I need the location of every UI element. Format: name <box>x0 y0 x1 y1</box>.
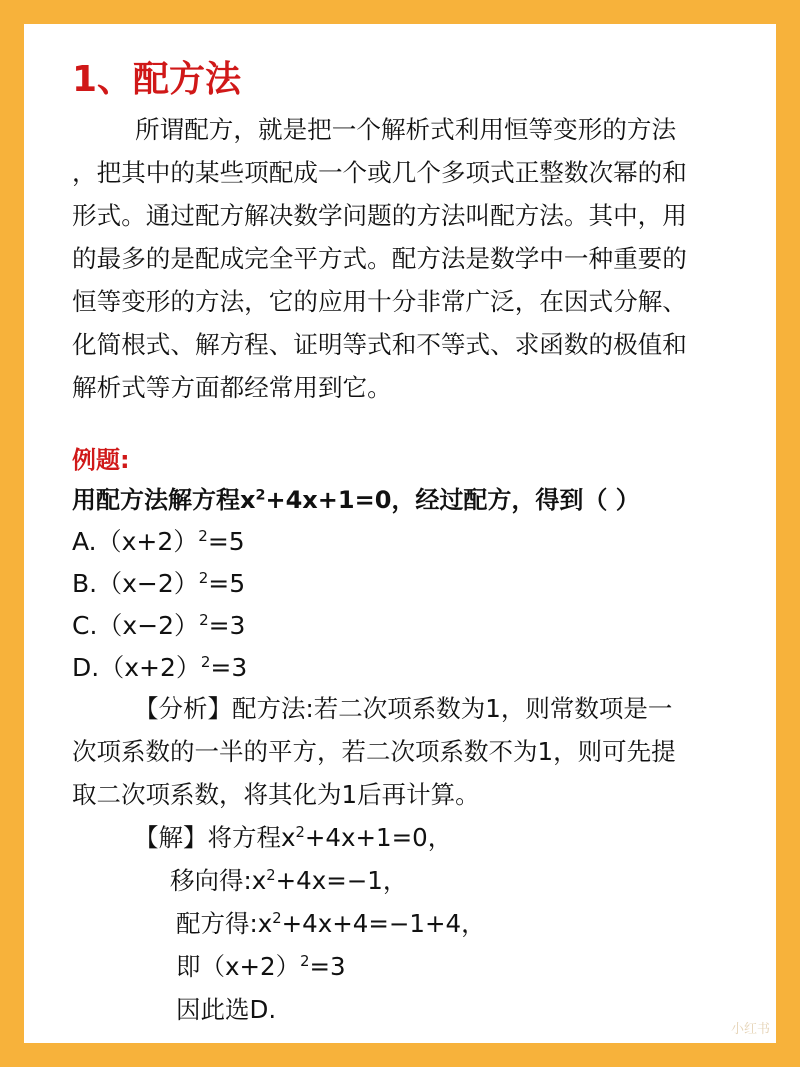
analysis-line: 次项系数的一半的平方，若二次项系数不为1，则可先提 <box>72 737 676 766</box>
solution-line: 配方得$:x^2+4x+4=-1+4$， <box>176 909 486 938</box>
intro-paragraph <box>72 108 762 409</box>
solution-line: 因此选D. <box>176 995 277 1024</box>
section-title: 1、配方法 <box>72 59 242 100</box>
question-text: 用配方法解方程$x^2+4x+1=0$，经过配方，得到（ ） <box>72 486 640 514</box>
intro-line: 所谓配方，就是把一个解析式利用恒等变形的方法 <box>135 115 677 144</box>
analysis-line: 取二次项系数，将其化为1后再计算。 <box>72 780 480 809</box>
solution-line: 【解】将方程$x^2+4x+1=0$， <box>134 823 453 852</box>
analysis-line: 【分析】配方法:若二次项系数为1，则常数项是一 <box>134 694 673 723</box>
intro-line: 形式。通过配方解决数学问题的方法叫配方法。其中，用 <box>72 201 687 230</box>
intro-line: ，把其中的某些项配成一个或几个多项式正整数次幂的和 <box>72 158 687 187</box>
intro-line: 恒等变形的方法，它的应用十分非常广泛，在因式分解、 <box>72 287 687 316</box>
example-label: 例题: <box>72 446 130 474</box>
option-b: $B.(x-2)^2=5$ <box>72 569 246 598</box>
option-a: $A.(x+2)^2=5$ <box>72 527 245 556</box>
option-c: $C.(x-2)^2=3$ <box>72 611 246 640</box>
option-d: $D.(x+2)^2=3$ <box>72 653 248 682</box>
content-card <box>24 24 776 1043</box>
watermark: 小红书 <box>730 1022 770 1037</box>
intro-line: 化简根式、解方程、证明等式和不等式、求函数的极值和 <box>72 330 687 359</box>
solution-line: 即$(x+2)^2=3$ <box>176 952 346 981</box>
intro-line: 的最多的是配成完全平方式。配方法是数学中一种重要的 <box>72 244 687 273</box>
solution-line: 移向得$:x^2+4x=-1$， <box>170 866 408 895</box>
intro-line: 解析式等方面都经常用到它。 <box>72 373 392 402</box>
